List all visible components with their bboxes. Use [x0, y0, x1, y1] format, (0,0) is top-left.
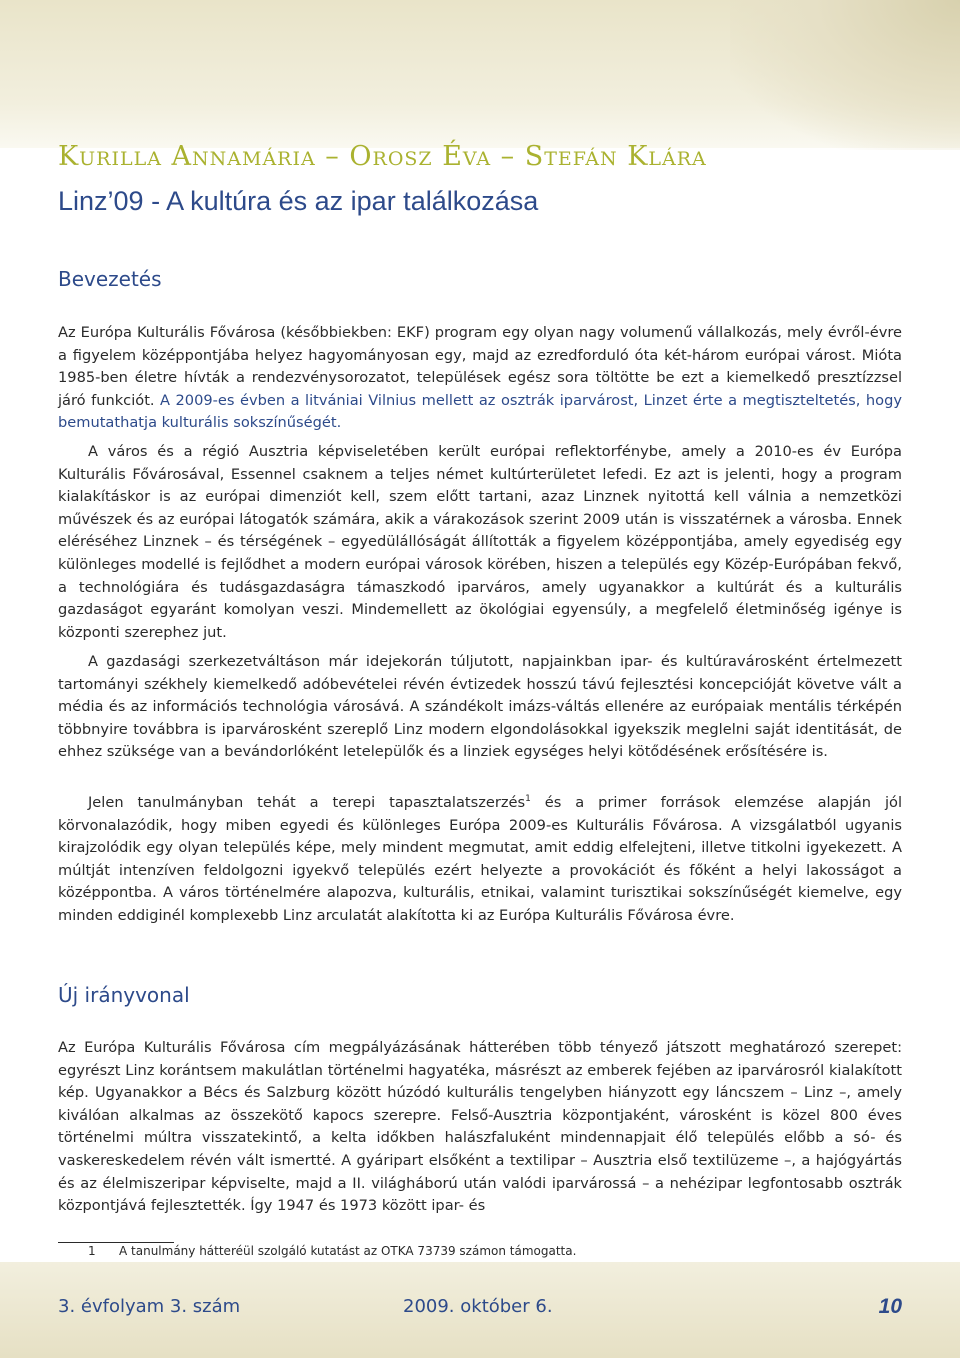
footnote	[88, 1244, 576, 1258]
intro-paragraph-1	[58, 322, 902, 435]
section-heading-intro: Bevezetés	[58, 267, 162, 291]
header-corner-decoration	[730, 0, 960, 150]
intro-paragraph-3: A gazdasági szerkezetváltáson már idejekorán túljutott, napjainkban ipar- és kultúravárosként értelmezett tartományi székhely kiemelkedő adóbevételei révén évtizedek hosszú távú fejlesztési koncepcióját követve vált a média és az információs technológia városává. A szándékolt imázs-váltás ellenére az európaiak mentális térképén többnyire továbbra is iparvárosként szereplő Linz modern elgondolásokkal igyekszik meglelni saját identitását, de ehhez szüksége van a bevándorlóként letelepülők és a linziek egységes helyi kötődésének erősítésére is.	[58, 653, 902, 761]
footnote-divider	[58, 1242, 174, 1243]
intro-paragraph-1-highlight: A 2009-es évben a litvániai Vilnius mellett az osztrák iparvárost, Linzet érte a megtiszteltetés, hogy bemutathatja kulturális sokszínűségét.	[58, 391, 902, 432]
article-authors: Kurilla Annamária – Orosz Éva – Stefán Klára	[58, 141, 707, 172]
intro-paragraph-4-rest: és a primer források elemzése alapján jól körvonalazódik, hogy miben egyedi és különleges Európa 2009-es Kulturális Fővárosa. A vizsgálatból ugyanis kirajzolódik egy olyan település képe, mely mindent megmutat, amit eddig elfelejteni, illetve titkolni igyekezett. A múltját intenzíven feldolgozni igyekvő település ezért helyezte a provokációt és főként a helyi lakosságot a középpontba. A város történelmére alapozva, kulturális, etnikai, valamint turisztikai sokszínűségét kiemelve, egy minden eddiginél komplexebb Linz arculatát alakította ki az Európa Kulturális Fővárosa évre.	[58, 794, 903, 924]
footnote-number: 1	[88, 1244, 96, 1258]
intro-paragraph-2: A város és a régió Ausztria képviseletében került európai reflektorfénybe, amely a 2010-es év Európa Kulturális Fővárosával, Essennel csaknem a teljes német kultúrterületet lefedi. Ez azt is jelenti, hogy a program kialakításkor is az európai dimenziót kell, szem előtt tartani, azaz Linznek nyitottá kell válnia a nemzetközi művészek és az európai látogatók számára, akik a várakozások szerint 2009 után is visszatérnek a városba. Ennek eléréséhez Linznek – és térségének – egyedülállóságát állították a figyelem középpontjába, amely egyediség egy különleges modellé is fejlődhet a modern európai városok körében, hiszen a település egy Közép-Európában fekvő, a technológiára és tudásgazdaságra támaszkodó iparváros, amely ugyanakkor a kultúrát és a kulturális gazdaságot egyaránt komolyan veszi. Mindemellett az ökológiai egyensúly, a megfelelő életminőség igénye is központi szerephez jut.	[58, 443, 902, 641]
intro-paragraph-1-main: Az Európa Kulturális Fővárosa (későbbiekben: EKF) program egy olyan nagy volumenű vállalkozás, mely évről-évre a figyelem középpontjába helyez hagyományosan egy, majd az ezredforduló óta két-három európai várost. Mióta 1985-ben életre hívták a rendezvénysorozatot, települések egész sora töltötte be ezt a kiemelkedő presztízzsel járó funkciót.	[58, 324, 902, 409]
article-title: Linz’09 - A kultúra és az ipar találkozása	[58, 186, 539, 216]
footnote-text: A tanulmány hátteréül szolgáló kutatást az OTKA 73739 számon támogatta.	[119, 1244, 577, 1258]
new-direction-paragraph-1: Az Európa Kulturális Fővárosa cím megpályázásának hátterében több tényező játszott meghatározó szerepet: egyrészt Linz korántsem makulátlan történelmi hagyatéka, másrészt az emberek fejében az iparvárosról kialakított kép. Ugyanakkor a Bécs és Salzburg között húzódó kulturális tengelyben hiányzott egy láncszem – Linz –, amely kiválóan alkalmas az összekötő kapocs szerepre. Felső-Ausztria központjaként, városként is közel 800 éves történelmi múltra visszatekintő, a kelta időkben halászfaluként mindennapjait élő település előbb a só- és vaskereskedelem révén vált ismertté. A gyáripart elsőként a textilipar – Ausztria első textilüzeme –, a hajógyártás és az élelmiszeripar képviselte, majd a II. világháború után valódi iparvárossá – a nehézipar legfontosabb osztrák központjává fejlesztették. Így 1947 és 1973 között ipar- és	[58, 1039, 902, 1215]
footnote-reference[interactable]: 1	[525, 794, 531, 805]
intro-paragraph-4	[58, 792, 902, 928]
section-heading-new-direction: Új irányvonal	[58, 983, 190, 1007]
footer-volume: 3. évfolyam 3. szám	[58, 1296, 241, 1317]
footer-date: 2009. október 6.	[403, 1296, 553, 1317]
page-number: 10	[878, 1295, 902, 1318]
intro-paragraph-4-start: Jelen tanulmányban tehát a terepi tapasztalatszerzés	[88, 794, 526, 811]
